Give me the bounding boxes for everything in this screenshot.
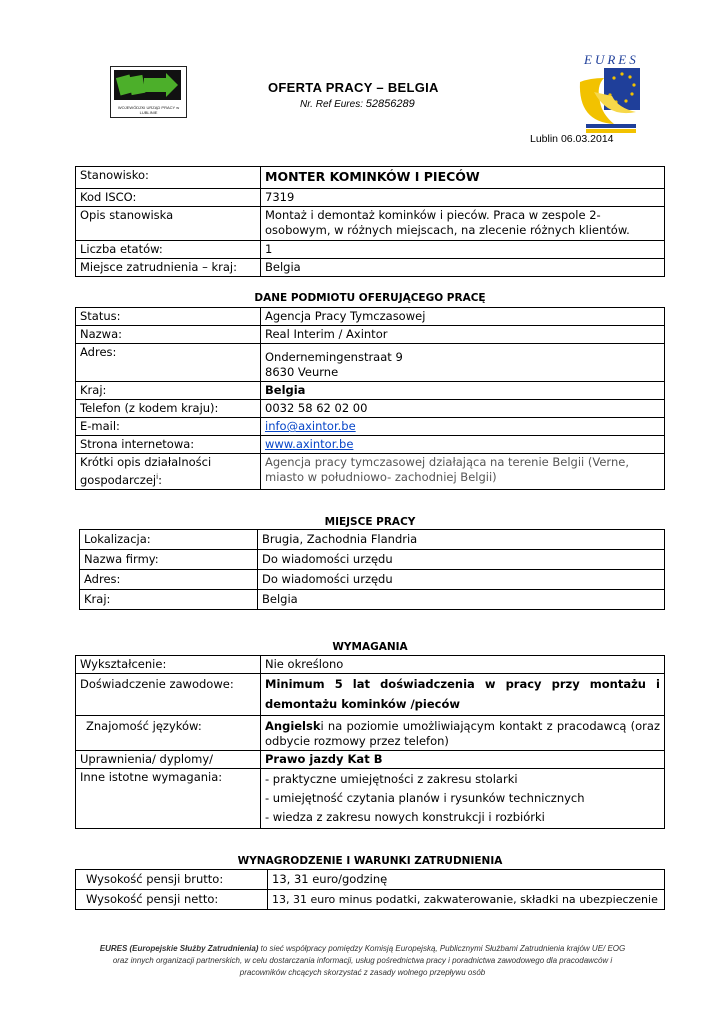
table-row: [80, 530, 665, 550]
row-label: Nazwa firmy:: [80, 550, 258, 570]
row-value: Belgia: [261, 382, 665, 400]
address-line: 8630 Veurne: [265, 365, 339, 379]
row-value: Do wiadomości urzędu: [258, 550, 665, 570]
job-table: [75, 166, 665, 277]
row-value: Minimum 5 lat doświadczenia w pracy przy montażu i demontażu kominków /pieców: [261, 674, 665, 716]
row-label: Opis stanowiska: [76, 207, 261, 241]
email-cell: [261, 418, 665, 436]
row-value: 7319: [261, 189, 665, 207]
requirements-heading: WYMAGANIA: [332, 641, 408, 653]
row-label: Lokalizacja:: [80, 530, 258, 550]
row-label: Wysokość pensji brutto:: [76, 870, 268, 890]
row-label: Wykształcenie:: [76, 656, 261, 674]
workplace-heading: MIEJSCE PRACY: [324, 516, 416, 528]
row-value: Brugia, Zachodnia Flandria: [258, 530, 665, 550]
row-label: Inne istotne wymagania:: [76, 769, 261, 829]
wup-logo: [110, 66, 187, 118]
row-label: Strona internetowa:: [76, 436, 261, 454]
table-row: [76, 769, 665, 829]
eures-logo: [574, 52, 644, 138]
row-label: Kraj:: [76, 382, 261, 400]
ref-label: Nr. Ref Eures:: [300, 99, 363, 110]
label-line: Krótki opis działalności: [80, 455, 212, 469]
row-label: E-mail:: [76, 418, 261, 436]
salary-table: [75, 869, 665, 910]
row-value: 0032 58 62 02 00: [261, 400, 665, 418]
table-row: [76, 890, 665, 910]
requirements-table: [75, 655, 665, 829]
row-value: Do wiadomości urzędu: [258, 570, 665, 590]
row-label: Kod ISCO:: [76, 189, 261, 207]
table-row: [76, 344, 665, 382]
table-row: [76, 189, 665, 207]
row-label: Miejsce zatrudnienia – kraj:: [76, 259, 261, 277]
row-label: Adres:: [80, 570, 258, 590]
footnote-mark: i: [156, 473, 159, 481]
footer-note: [70, 943, 655, 979]
table-row: [76, 167, 665, 189]
row-value: Prawo jazdy Kat B: [261, 751, 665, 769]
language-detail: i na poziomie umożliwiającym kontakt z pracodawcą (oraz odbycie rozmowy przez telefon): [265, 719, 660, 748]
table-row: [76, 751, 665, 769]
language-name: Angielsk: [265, 719, 321, 733]
table-row: [76, 400, 665, 418]
row-label: Telefon (z kodem kraju):: [76, 400, 261, 418]
table-row: [76, 241, 665, 259]
table-row: [80, 570, 665, 590]
footer-lead: EURES (Europejskie Służby Zatrudnienia): [99, 944, 259, 953]
address-cell: [261, 344, 665, 382]
table-row: [76, 870, 665, 890]
list-item: - umiejętność czytania planów i rysunków technicznych: [265, 791, 585, 805]
row-value: Belgia: [258, 590, 665, 610]
label-text: :: [158, 472, 162, 487]
salary-heading: WYNAGRODZENIE I WARUNKI ZATRUDNIENIA: [237, 855, 503, 867]
row-label: Kraj:: [80, 590, 258, 610]
address-line: Ondernemingenstraat 9: [265, 350, 403, 364]
table-row: [76, 436, 665, 454]
table-row: [76, 418, 665, 436]
table-row: [76, 326, 665, 344]
label-line: [80, 470, 256, 488]
row-value: 13, 31 euro/godzinę: [268, 870, 665, 890]
row-label: Adres:: [76, 344, 261, 382]
languages-cell: [261, 716, 665, 751]
row-label: Znajomość języków:: [76, 716, 261, 751]
table-row: [76, 454, 665, 490]
job-title: MONTER KOMINKÓW I PIECÓW: [261, 167, 665, 189]
reference-number: [300, 98, 415, 110]
row-value: 1: [261, 241, 665, 259]
other-requirements: [261, 769, 665, 829]
eures-logo-text: EURES: [584, 52, 639, 67]
table-row: [76, 259, 665, 277]
employer-table: [75, 307, 665, 490]
row-label: Doświadczenie zawodowe:: [76, 674, 261, 716]
row-value: Real Interim / Axintor: [261, 326, 665, 344]
row-label: Stanowisko:: [76, 167, 261, 189]
website-cell: [261, 436, 665, 454]
footer-text: to sieć współpracy pomiędzy Komisją Europejską, Publicznymi Służbami Zatrudnienia krajów UE/ EOG: [258, 944, 626, 953]
table-row: [76, 207, 665, 241]
employer-heading: DANE PODMIOTU OFERUJĄCEGO PRACĘ: [254, 292, 486, 304]
document-date: Lublin 06.03.2014: [530, 133, 614, 145]
row-label: Nazwa:: [76, 326, 261, 344]
table-row: [76, 656, 665, 674]
table-row: [80, 550, 665, 570]
ref-value: 52856289: [365, 98, 415, 110]
description-label: [76, 454, 261, 490]
website-link[interactable]: www.axintor.be: [265, 437, 354, 451]
row-label: Status:: [76, 308, 261, 326]
page-title: OFERTA PRACY – BELGIA: [268, 80, 439, 95]
footer-line: oraz innych organizacji partnerskich, w celu dostarczania informacji, usług pośrednictwa pracy i poradnictwa zawodowego dla pracodawców i: [112, 956, 613, 965]
list-item: - praktyczne umiejętności z zakresu stolarki: [265, 772, 518, 786]
row-value: 13, 31 euro minus podatki, zakwaterowanie, składki na ubezpieczenie: [268, 890, 665, 910]
table-row: [76, 308, 665, 326]
arrow-logo-graphic: [114, 70, 181, 100]
row-label: Liczba etatów:: [76, 241, 261, 259]
row-label: Wysokość pensji netto:: [76, 890, 268, 910]
row-value: Agencja Pracy Tymczasowej: [261, 308, 665, 326]
email-link[interactable]: info@axintor.be: [265, 419, 356, 433]
table-row: [76, 382, 665, 400]
workplace-table: [79, 529, 665, 610]
logo-caption: WOJEWÓDZKI URZĄD PRACY w LUBLINIE: [117, 105, 180, 115]
row-value: Belgia: [261, 259, 665, 277]
row-label: Uprawnienia/ dyplomy/: [76, 751, 261, 769]
table-row: [80, 590, 665, 610]
footer-line: pracowników chcących skorzystać z zasady wolnego przepływu osób: [239, 968, 486, 977]
list-item: - wiedza z zakresu nowych konstrukcji i rozbiórki: [265, 810, 545, 824]
row-value: Montaż i demontaż kominków i pieców. Praca w zespole 2-osobowym, w różnych miejscach, na zlecenie różnych klientów.: [261, 207, 665, 241]
row-value: Nie określono: [261, 656, 665, 674]
table-row: [76, 674, 665, 716]
label-text: gospodarczej: [80, 472, 157, 487]
footer-line: [70, 943, 655, 955]
table-row: [76, 716, 665, 751]
row-value: Agencja pracy tymczasowej działająca na terenie Belgii (Verne, miasto w południowo- zachodniej Belgii): [261, 454, 665, 490]
